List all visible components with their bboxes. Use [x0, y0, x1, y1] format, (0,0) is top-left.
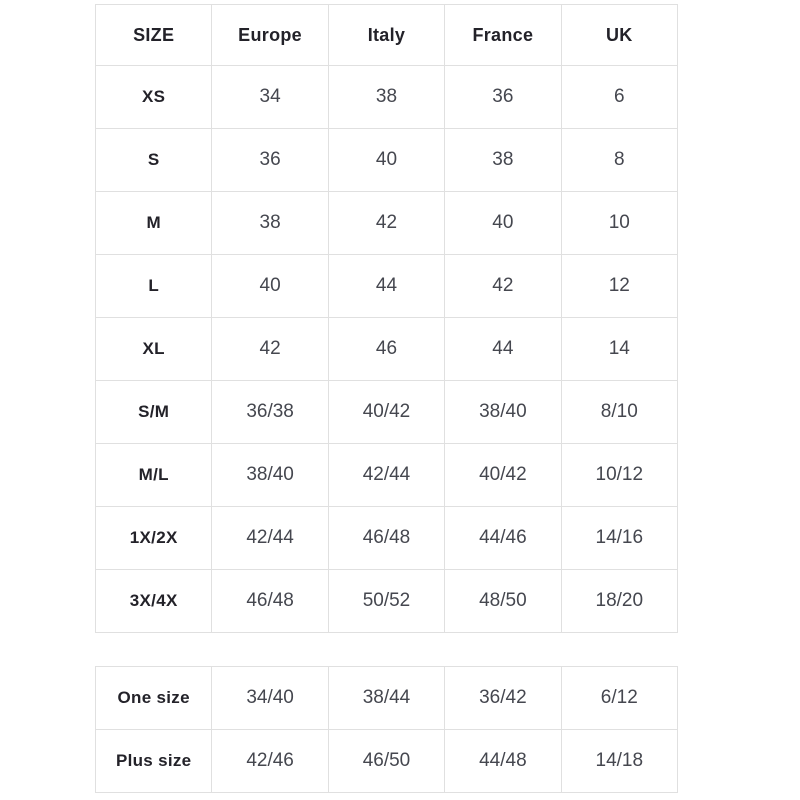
value-cell: 6/12	[561, 667, 677, 730]
value-cell: 10/12	[561, 444, 677, 507]
size-label-cell: M	[96, 192, 212, 255]
value-cell: 48/50	[445, 570, 561, 633]
size-label-cell: Plus size	[96, 730, 212, 793]
size-label-cell: XS	[96, 66, 212, 129]
value-cell: 42	[445, 255, 561, 318]
value-cell: 38/40	[445, 381, 561, 444]
table-row	[96, 255, 678, 318]
table-row	[96, 730, 678, 793]
value-cell: 14/16	[561, 507, 677, 570]
value-cell: 38	[212, 192, 328, 255]
value-cell: 10	[561, 192, 677, 255]
value-cell: 40	[445, 192, 561, 255]
header-row	[96, 5, 678, 66]
value-cell: 38	[328, 66, 444, 129]
value-cell: 8/10	[561, 381, 677, 444]
value-cell: 34	[212, 66, 328, 129]
value-cell: 46/50	[328, 730, 444, 793]
value-cell: 46/48	[212, 570, 328, 633]
value-cell: 18/20	[561, 570, 677, 633]
size-label-cell: 3X/4X	[96, 570, 212, 633]
table-row	[96, 381, 678, 444]
table-row	[96, 507, 678, 570]
value-cell: 38	[445, 129, 561, 192]
header-cell: France	[445, 5, 561, 66]
table-row	[96, 570, 678, 633]
value-cell: 42	[328, 192, 444, 255]
value-cell: 44	[328, 255, 444, 318]
value-cell: 44/46	[445, 507, 561, 570]
size-label-cell: 1X/2X	[96, 507, 212, 570]
value-cell: 6	[561, 66, 677, 129]
value-cell: 44/48	[445, 730, 561, 793]
value-cell: 14/18	[561, 730, 677, 793]
value-cell: 36/42	[445, 667, 561, 730]
size-label-cell: S/M	[96, 381, 212, 444]
value-cell: 40	[212, 255, 328, 318]
value-cell: 36	[445, 66, 561, 129]
value-cell: 50/52	[328, 570, 444, 633]
value-cell: 36	[212, 129, 328, 192]
size-label-cell: L	[96, 255, 212, 318]
value-cell: 34/40	[212, 667, 328, 730]
header-cell: SIZE	[96, 5, 212, 66]
value-cell: 38/44	[328, 667, 444, 730]
table-row	[96, 444, 678, 507]
value-cell: 12	[561, 255, 677, 318]
one-size-plus-size-table	[95, 666, 678, 793]
header-cell: UK	[561, 5, 677, 66]
header-cell: Europe	[212, 5, 328, 66]
size-conversion-table	[95, 4, 678, 633]
one-size-plus-size-table-body	[96, 667, 678, 793]
value-cell: 40	[328, 129, 444, 192]
table-row	[96, 129, 678, 192]
table-row	[96, 66, 678, 129]
value-cell: 44	[445, 318, 561, 381]
value-cell: 36/38	[212, 381, 328, 444]
size-label-cell: One size	[96, 667, 212, 730]
value-cell: 42/44	[328, 444, 444, 507]
table-row	[96, 318, 678, 381]
value-cell: 42	[212, 318, 328, 381]
value-cell: 42/46	[212, 730, 328, 793]
size-conversion-table-head	[96, 5, 678, 66]
header-cell: Italy	[328, 5, 444, 66]
size-label-cell: XL	[96, 318, 212, 381]
value-cell: 46	[328, 318, 444, 381]
size-label-cell: S	[96, 129, 212, 192]
value-cell: 46/48	[328, 507, 444, 570]
table-row	[96, 667, 678, 730]
value-cell: 40/42	[445, 444, 561, 507]
table-row	[96, 192, 678, 255]
value-cell: 14	[561, 318, 677, 381]
value-cell: 40/42	[328, 381, 444, 444]
value-cell: 42/44	[212, 507, 328, 570]
size-label-cell: M/L	[96, 444, 212, 507]
value-cell: 8	[561, 129, 677, 192]
value-cell: 38/40	[212, 444, 328, 507]
size-conversion-table-body	[96, 66, 678, 633]
